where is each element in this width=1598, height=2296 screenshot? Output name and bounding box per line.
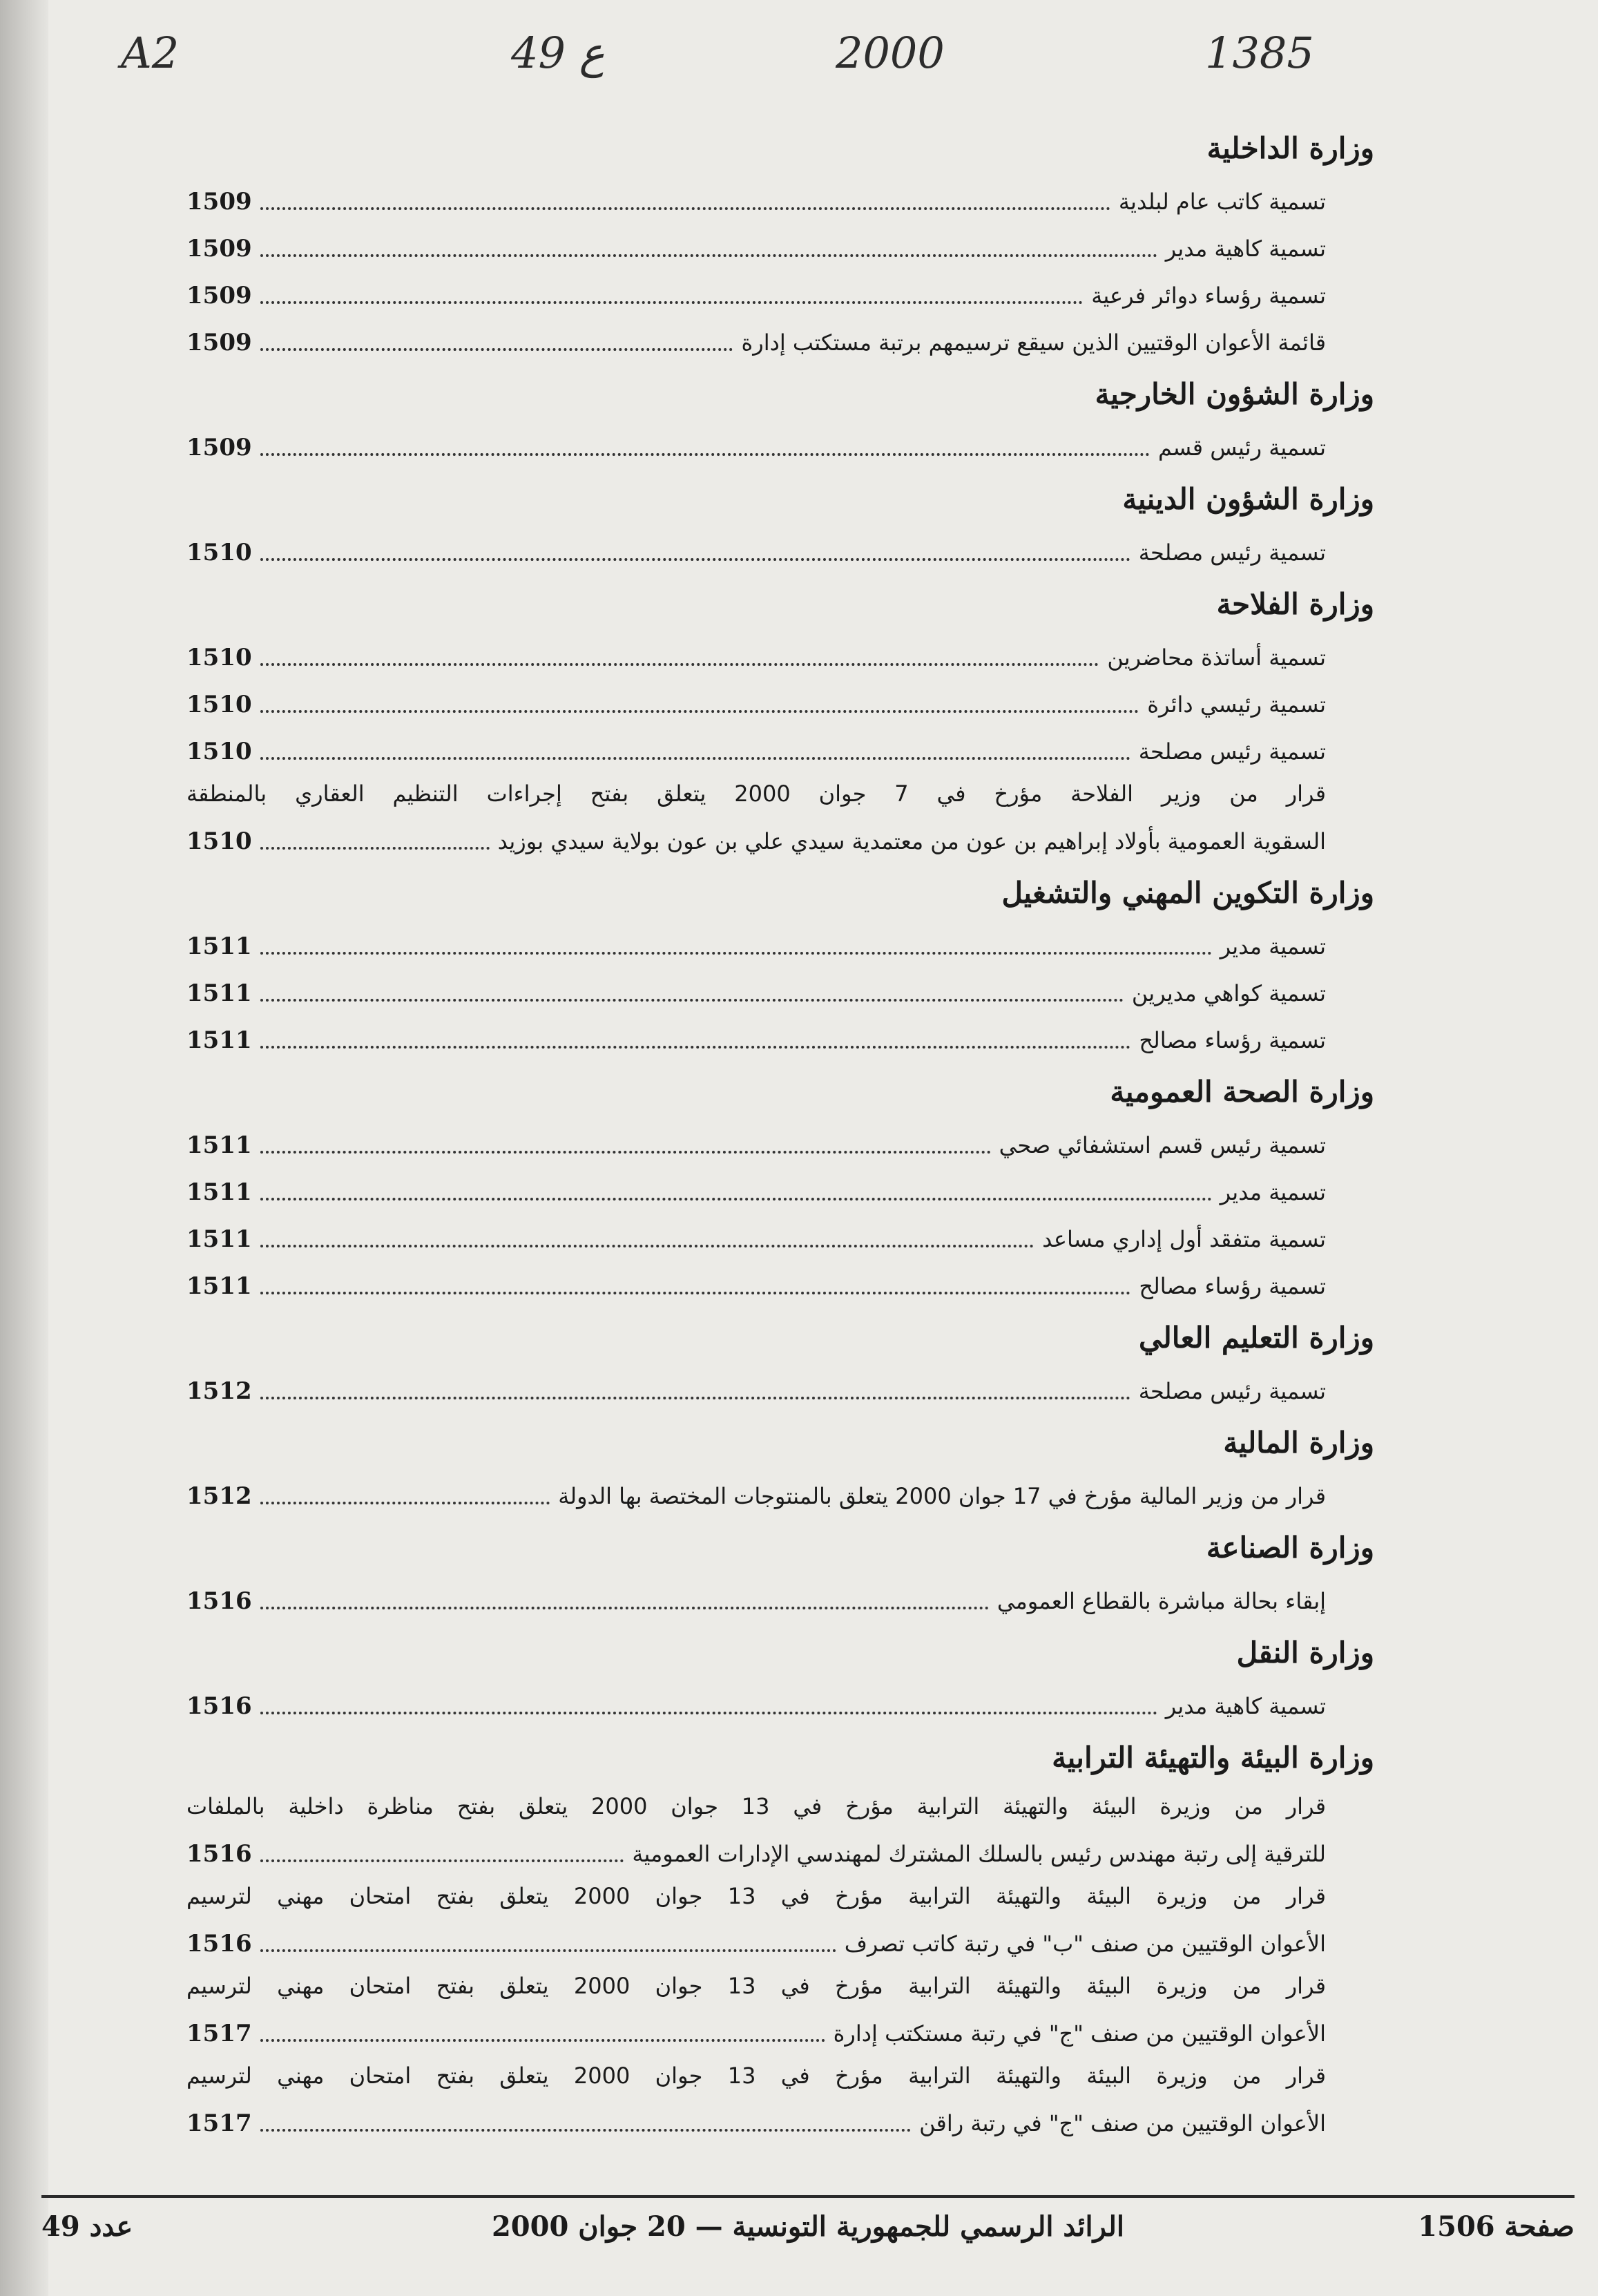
entry-page-number: 1511 bbox=[186, 1272, 252, 1300]
entry-text-line: قرار من وزيرة البيئة والتهيئة الترابية مؤرخ في 13 جوان 2000 يتعلق بفتح امتحان مهني لترسيم bbox=[186, 1973, 1327, 1999]
entry-page-number: 1509 bbox=[186, 434, 252, 461]
entry-title: قرار من وزير المالية مؤرخ في 17 جوان 2000 يتعلق بالمنتوجات المختصة بها الدولة bbox=[558, 1483, 1326, 1509]
dot-leader bbox=[260, 1046, 1131, 1049]
entry-page-number: 1516 bbox=[186, 1930, 252, 1958]
toc-entry bbox=[186, 316, 1326, 363]
entry-page-number: 1509 bbox=[186, 282, 252, 309]
toc-entry bbox=[186, 678, 1326, 725]
toc-entry bbox=[186, 1875, 1326, 1964]
entry-title: الأعوان الوقتيين من صنف "ب" في رتبة كاتب تصرف bbox=[844, 1931, 1326, 1957]
entry-title: تسمية رؤساء مصالح bbox=[1139, 1273, 1326, 1299]
entry-page-number: 1510 bbox=[186, 539, 252, 566]
handwritten-note: 1385 bbox=[1205, 28, 1314, 78]
entry-title: تسمية رئيسي دائرة bbox=[1147, 691, 1326, 718]
entry-title: تسمية رئيس قسم bbox=[1157, 434, 1326, 461]
toc-entry bbox=[186, 1119, 1326, 1166]
toc-entry bbox=[186, 526, 1326, 573]
ministry-heading: وزارة الفلاحة bbox=[1216, 587, 1374, 621]
dot-leader bbox=[260, 1292, 1131, 1294]
entry-title: الأعوان الوقتيين من صنف "ج" في رتبة راقن bbox=[919, 2110, 1326, 2136]
toc-entry bbox=[186, 631, 1326, 678]
entry-title: الأعوان الوقتيين من صنف "ج" في رتبة مستكتب إدارة bbox=[833, 2020, 1326, 2047]
entry-text-line: قرار من وزيرة البيئة والتهيئة الترابية مؤرخ في 13 جوان 2000 يتعلق بفتح مناظرة داخلية بالملفات bbox=[186, 1793, 1327, 1819]
entry-title: تسمية كواهي مديرين bbox=[1131, 980, 1326, 1006]
entry-page-number: 1511 bbox=[186, 1178, 252, 1206]
ministry-heading: وزارة البيئة والتهيئة الترابية bbox=[1052, 1741, 1374, 1774]
dot-leader bbox=[260, 847, 490, 850]
toc-entry bbox=[186, 2054, 1326, 2144]
handwritten-note: 49 ع bbox=[511, 28, 605, 78]
toc-entry bbox=[186, 1470, 1326, 1517]
ministry-heading: وزارة المالية bbox=[1223, 1426, 1374, 1460]
dot-leader bbox=[260, 254, 1157, 257]
ministry-heading: وزارة التعليم العالي bbox=[1138, 1321, 1374, 1355]
dot-leader bbox=[260, 663, 1099, 666]
ministry-heading: وزارة النقل bbox=[1236, 1636, 1374, 1670]
table-of-contents bbox=[186, 117, 1374, 2144]
dot-leader bbox=[260, 558, 1130, 561]
toc-entry bbox=[186, 1365, 1326, 1412]
dot-leader bbox=[260, 301, 1084, 304]
entry-page-number: 1511 bbox=[186, 1026, 252, 1054]
toc-entry bbox=[186, 1014, 1326, 1061]
entry-page-number: 1511 bbox=[186, 932, 252, 960]
page-number: صفحة 1506 bbox=[1418, 2210, 1575, 2243]
dot-leader bbox=[260, 453, 1150, 456]
dot-leader bbox=[260, 1949, 836, 1952]
toc-entry bbox=[186, 1964, 1326, 2054]
entry-page-number: 1516 bbox=[186, 1587, 252, 1615]
dot-leader bbox=[260, 1502, 550, 1504]
entry-page-number: 1511 bbox=[186, 1225, 252, 1253]
entry-text-line: قرار من وزيرة البيئة والتهيئة الترابية مؤرخ في 13 جوان 2000 يتعلق بفتح امتحان مهني لترسيم bbox=[186, 1883, 1327, 1909]
entry-text-line: قرار من وزير الفلاحة مؤرخ في 7 جوان 2000 يتعلق بفتح إجراءات التنظيم العقاري بالمنطقة bbox=[186, 781, 1327, 807]
issue-number: عدد 49 bbox=[41, 2210, 133, 2243]
entry-title: تسمية كاهية مدير bbox=[1165, 1693, 1326, 1719]
entry-page-number: 1512 bbox=[186, 1482, 252, 1510]
dot-leader bbox=[260, 1712, 1157, 1714]
entry-title: تسمية رؤساء مصالح bbox=[1139, 1027, 1326, 1053]
entry-title: السقوية العمومية بأولاد إبراهيم بن عون من معتمدية سيدي علي بن عون بولاية سيدي بوزيد bbox=[497, 828, 1326, 854]
footer-rule bbox=[41, 2195, 1575, 2198]
entry-page-number: 1509 bbox=[186, 235, 252, 262]
dot-leader bbox=[260, 1198, 1212, 1200]
dot-leader bbox=[260, 1151, 991, 1154]
entry-text-line: قرار من وزيرة البيئة والتهيئة الترابية مؤرخ في 13 جوان 2000 يتعلق بفتح امتحان مهني لترسيم bbox=[186, 2063, 1327, 2089]
entry-title: تسمية أساتذة محاضرين bbox=[1107, 644, 1326, 671]
entry-title: قائمة الأعوان الوقتيين الذين سيقع ترسيمهم برتبة مستكتب إدارة bbox=[741, 329, 1326, 356]
dot-leader bbox=[260, 1859, 624, 1862]
toc-entry bbox=[186, 1680, 1326, 1727]
ministry-heading: وزارة الشؤون الدينية bbox=[1122, 482, 1374, 516]
ministry-heading: وزارة التكوين المهني والتشغيل bbox=[1001, 876, 1374, 910]
toc-entry bbox=[186, 920, 1326, 967]
entry-page-number: 1517 bbox=[186, 2110, 252, 2137]
entry-title: تسمية مدير bbox=[1220, 933, 1326, 959]
ministry-heading: وزارة الداخلية bbox=[1206, 131, 1374, 165]
dot-leader bbox=[260, 207, 1110, 210]
dot-leader bbox=[260, 2129, 912, 2132]
entry-title: للترقية إلى رتبة مهندس رئيس بالسلك المشترك لمهندسي الإدارات العمومية bbox=[632, 1841, 1326, 1867]
entry-title: تسمية رئيس قسم استشفائي صحي bbox=[999, 1132, 1326, 1158]
entry-title: تسمية رئيس مصلحة bbox=[1138, 1378, 1326, 1404]
entry-title: تسمية كاهية مدير bbox=[1165, 236, 1326, 262]
toc-entry bbox=[186, 421, 1326, 468]
page-footer bbox=[41, 2210, 1575, 2259]
toc-entry bbox=[186, 967, 1326, 1014]
entry-page-number: 1516 bbox=[186, 1692, 252, 1720]
entry-page-number: 1509 bbox=[186, 329, 252, 356]
dot-leader bbox=[260, 952, 1212, 955]
toc-entry bbox=[186, 772, 1326, 862]
entry-page-number: 1510 bbox=[186, 691, 252, 718]
ministry-heading: وزارة الصناعة bbox=[1206, 1531, 1374, 1565]
entry-page-number: 1511 bbox=[186, 979, 252, 1007]
entry-page-number: 1509 bbox=[186, 188, 252, 216]
gazette-title: الرائد الرسمي للجمهورية التونسية — 20 جوان 2000 bbox=[491, 2210, 1125, 2243]
toc-entry bbox=[186, 222, 1326, 269]
toc-entry bbox=[186, 1260, 1326, 1307]
toc-entry bbox=[186, 175, 1326, 222]
dot-leader bbox=[260, 710, 1139, 713]
toc-entry bbox=[186, 269, 1326, 316]
entry-title: تسمية رئيس مصلحة bbox=[1138, 738, 1326, 765]
dot-leader bbox=[260, 2039, 825, 2042]
dot-leader bbox=[260, 1245, 1034, 1247]
toc-entry bbox=[186, 725, 1326, 772]
entry-page-number: 1512 bbox=[186, 1377, 252, 1405]
toc-entry bbox=[186, 1785, 1326, 1875]
ministry-heading: وزارة الشؤون الخارجية bbox=[1095, 377, 1374, 411]
entry-title: إبقاء بحالة مباشرة بالقطاع العمومي bbox=[997, 1588, 1326, 1614]
entry-page-number: 1510 bbox=[186, 827, 252, 855]
dot-leader bbox=[260, 1607, 989, 1609]
entry-page-number: 1516 bbox=[186, 1840, 252, 1868]
dot-leader bbox=[260, 999, 1124, 1002]
entry-title: تسمية كاتب عام لبلدية bbox=[1118, 189, 1326, 215]
entry-page-number: 1517 bbox=[186, 2020, 252, 2047]
entry-page-number: 1510 bbox=[186, 738, 252, 765]
handwritten-annotations bbox=[0, 21, 1598, 97]
entry-title: تسمية رؤساء دوائر فرعية bbox=[1091, 283, 1326, 309]
entry-page-number: 1511 bbox=[186, 1131, 252, 1159]
ministry-heading: وزارة الصحة العمومية bbox=[1110, 1075, 1374, 1109]
handwritten-note: 2000 bbox=[836, 28, 945, 78]
toc-entry bbox=[186, 1575, 1326, 1622]
entry-title: تسمية مدير bbox=[1220, 1179, 1326, 1205]
handwritten-note: A2 bbox=[121, 28, 180, 78]
dot-leader bbox=[260, 757, 1130, 760]
toc-entry bbox=[186, 1166, 1326, 1213]
entry-page-number: 1510 bbox=[186, 644, 252, 671]
dot-leader bbox=[260, 1397, 1130, 1399]
toc-entry bbox=[186, 1213, 1326, 1260]
entry-title: تسمية متفقد أول إداري مساعد bbox=[1042, 1226, 1326, 1252]
entry-title: تسمية رئيس مصلحة bbox=[1138, 539, 1326, 566]
dot-leader bbox=[260, 348, 733, 351]
scan-edge-shadow bbox=[0, 0, 48, 2296]
